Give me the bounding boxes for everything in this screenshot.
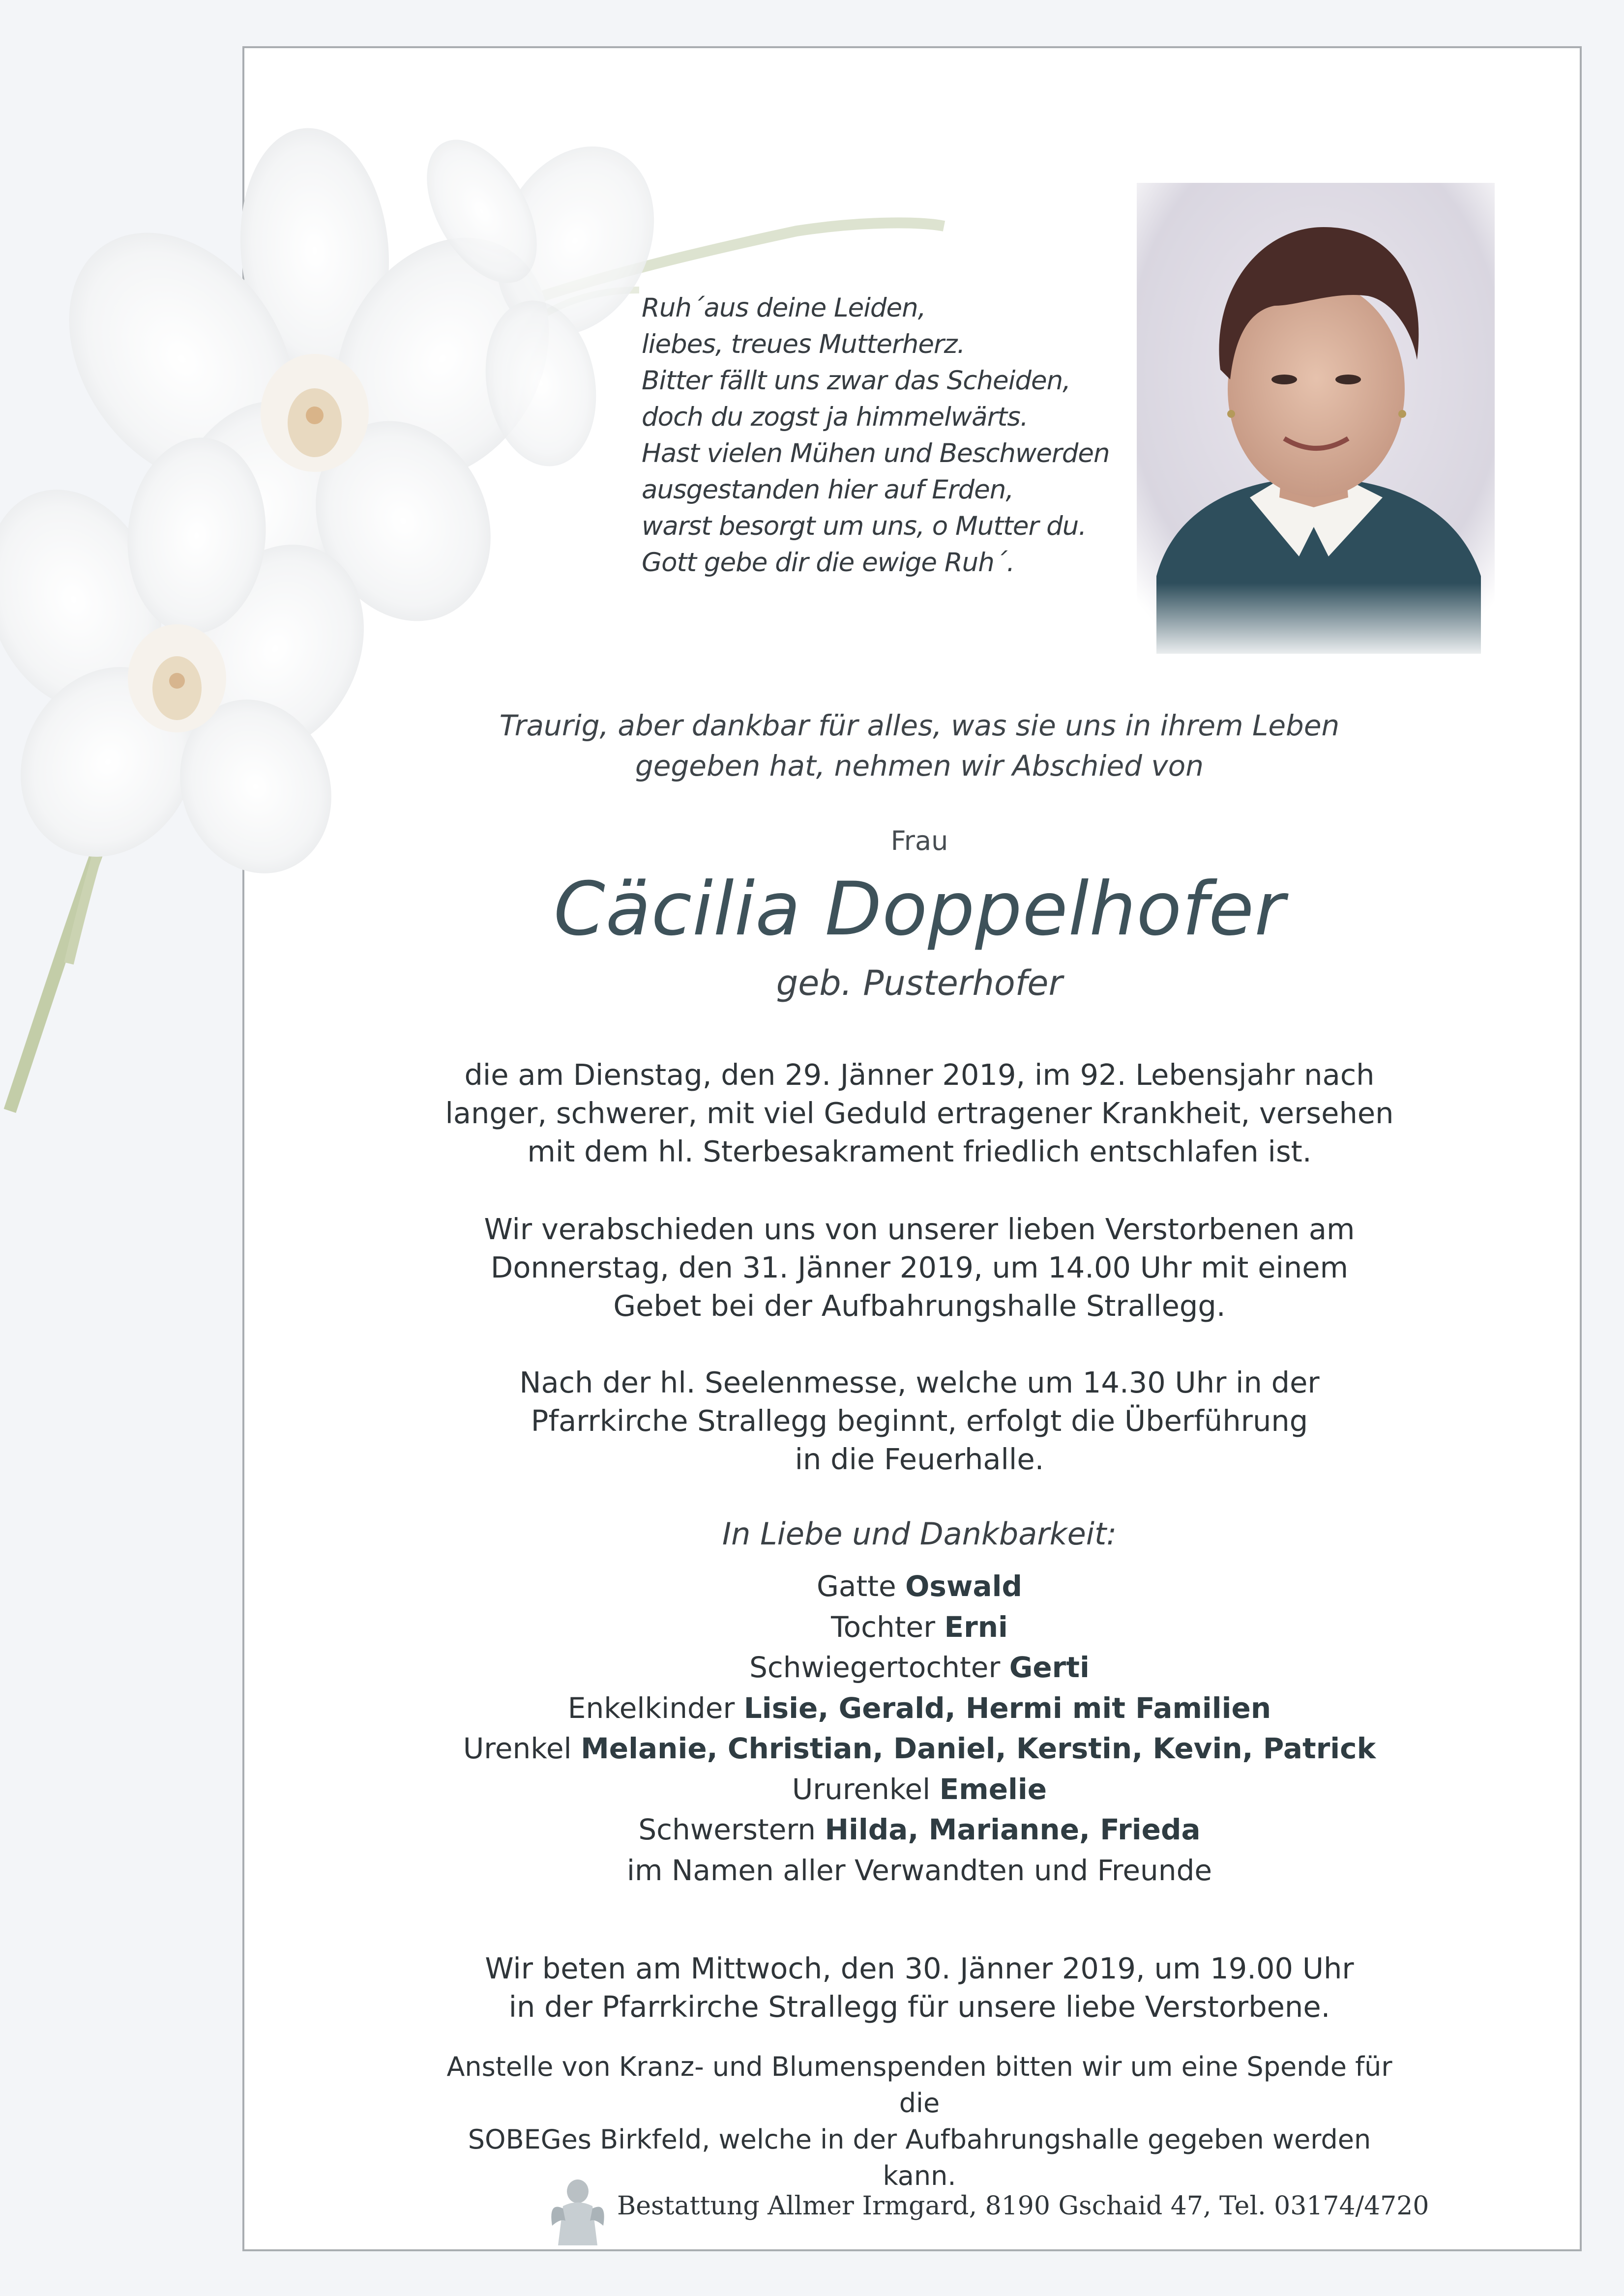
prayer-paragraph <box>428 1949 1411 2026</box>
paragraph-line: Gebet bei der Aufbahrungshalle Strallegg. <box>613 1289 1226 1323</box>
verse-line: Hast vielen Mühen und Beschwerden <box>642 438 1110 468</box>
paragraph-line: Nach der hl. Seelenmesse, welche um 14.30 Uhr in der <box>519 1366 1320 1399</box>
paragraph-line: Wir beten am Mittwoch, den 30. Jänner 2019, um 19.00 Uhr <box>485 1951 1354 1985</box>
death-paragraph <box>428 1056 1411 1171</box>
paragraph-line: die am Dienstag, den 29. Jänner 2019, im 92. Lebensjahr nach <box>464 1058 1375 1092</box>
paragraph-line: in die Feuerhalle. <box>795 1442 1044 1476</box>
undertaker-footer <box>548 2172 1429 2250</box>
memorial-verse <box>642 290 1110 581</box>
intro-text <box>428 705 1411 786</box>
orchid-illustration <box>0 128 959 1160</box>
mass-paragraph <box>428 1364 1411 1479</box>
angel-logo-icon <box>548 2172 607 2250</box>
salutation: Frau <box>890 825 948 856</box>
portrait-photo <box>1137 183 1495 654</box>
verse-line: Gott gebe dir die ewige Ruh´. <box>642 548 1015 578</box>
deceased-name: Cäcilia Doppelhofer <box>553 867 1286 952</box>
paragraph-line: mit dem hl. Sterbesakrament friedlich entschlafen ist. <box>527 1134 1312 1168</box>
verse-line: Ruh´aus deine Leiden, <box>642 293 926 323</box>
paragraph-line: Wir verabschieden uns von unserer lieben Verstorbenen am <box>484 1212 1355 1246</box>
paragraph-line: Anstelle von Kranz- und Blumenspenden bitten wir um eine Spende für die <box>446 2051 1392 2119</box>
paragraph-line: langer, schwerer, mit viel Geduld ertragener Krankheit, versehen <box>445 1096 1394 1130</box>
family-row: Urenkel Melanie, Christian, Daniel, Kerstin, Kevin, Patrick <box>463 1732 1376 1765</box>
family-closing: im Namen aller Verwandten und Freunde <box>626 1853 1212 1887</box>
paragraph-line: Pfarrkirche Strallegg beginnt, erfolgt die Überführung <box>531 1404 1308 1438</box>
family-row: Enkelkinder Lisie, Gerald, Hermi mit Familien <box>567 1691 1271 1725</box>
paragraph-line: SOBEGes Birkfeld, welche in der Aufbahrungshalle gegeben werden kann. <box>468 2124 1371 2191</box>
farewell-paragraph <box>428 1210 1411 1325</box>
intro-line: Traurig, aber dankbar für alles, was sie uns in ihrem Leben <box>499 709 1340 742</box>
verse-line: ausgestanden hier auf Erden, <box>642 475 1014 505</box>
verse-line: warst besorgt um uns, o Mutter du. <box>642 511 1087 541</box>
family-row: Schwerstern Hilda, Marianne, Frieda <box>638 1813 1201 1846</box>
family-list <box>428 1566 1411 1890</box>
family-row: Gatte Oswald <box>816 1569 1023 1603</box>
intro-line: gegeben hat, nehmen wir Abschied von <box>635 749 1204 783</box>
undertaker-text: Bestattung Allmer Irmgard, 8190 Gschaid 47, Tel. 03174/4720 <box>617 2191 1429 2221</box>
paragraph-line: Donnerstag, den 31. Jänner 2019, um 14.00 Uhr mit einem <box>490 1250 1349 1284</box>
family-row: Tochter Erni <box>831 1610 1008 1644</box>
family-row: Ururenkel Emelie <box>792 1772 1047 1806</box>
paragraph-line: in der Pfarrkirche Strallegg für unsere liebe Verstorbene. <box>508 1990 1330 2024</box>
verse-line: doch du zogst ja himmelwärts. <box>642 402 1028 432</box>
birth-name: geb. Pusterhofer <box>776 963 1063 1003</box>
verse-line: liebes, treues Mutterherz. <box>642 329 965 359</box>
love-heading: In Liebe und Dankbarkeit: <box>722 1516 1117 1552</box>
verse-line: Bitter fällt uns zwar das Scheiden, <box>642 366 1071 396</box>
family-row: Schwiegertochter Gerti <box>749 1651 1090 1684</box>
